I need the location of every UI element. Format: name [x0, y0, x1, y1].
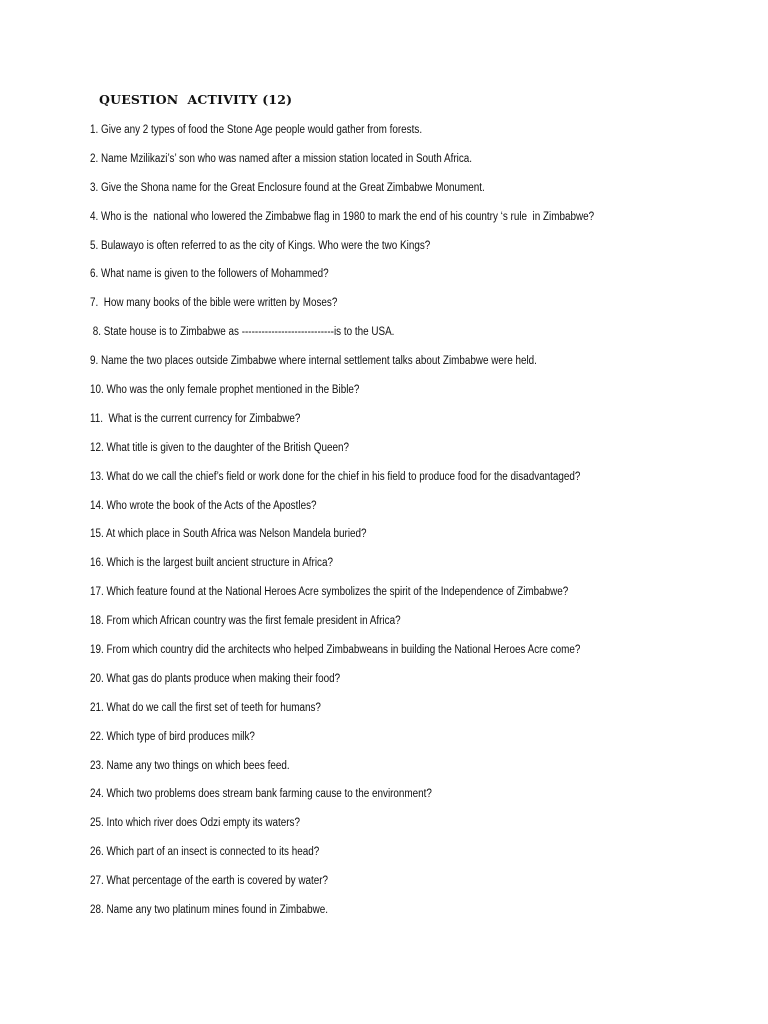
question-item: 7. How many books of the bible were written by Moses?: [90, 297, 338, 310]
question-item: 1. Give any 2 types of food the Stone Age people would gather from forests.: [90, 124, 423, 136]
question-item: 15. At which place in South Africa was Nelson Mandela buried?: [90, 528, 367, 541]
question-item: 17. Which feature found at the National Heroes Acre symbolizes the spirit of the Independence of Zimbabwe?: [90, 586, 569, 599]
question-item: 5. Bulawayo is often referred to as the city of Kings. Who were the two Kings?: [90, 239, 431, 252]
question-item: 3. Give the Shona name for the Great Enclosure found at the Great Zimbabwe Monument.: [90, 181, 485, 194]
question-item: 11. What is the current currency for Zimbabwe?: [90, 412, 301, 425]
question-list: [90, 122, 760, 931]
question-item: 13. What do we call the chief’s field or work done for the chief in his field to produce food for the disadvantaged?: [90, 470, 581, 483]
question-item: 6. What name is given to the followers of Mohammed?: [90, 268, 329, 281]
question-item: 9. Name the two places outside Zimbabwe where internal settlement talks about Zimbabwe were held.: [90, 355, 537, 368]
question-item: 26. Which part of an insect is connected to its head?: [90, 846, 320, 859]
question-item: 18. From which African country was the first female president in Africa?: [90, 615, 401, 628]
question-item: 14. Who wrote the book of the Acts of the Apostles?: [90, 499, 317, 512]
question-item: 16. Which is the largest built ancient structure in Africa?: [90, 557, 333, 570]
question-item: 21. What do we call the first set of teeth for humans?: [90, 701, 321, 714]
question-item: 28. Name any two platinum mines found in Zimbabwe.: [90, 904, 329, 917]
question-item: 10. Who was the only female prophet mentioned in the Bible?: [90, 384, 360, 397]
question-item: 2. Name Mzilikazi’s’ son who was named after a mission station located in South Africa.: [90, 152, 473, 165]
question-item: 4. Who is the national who lowered the Zimbabwe flag in 1980 to mark the end of his country ‘s rule in Zimbabwe?: [90, 210, 595, 223]
page-title: QUESTION ACTIVITY (12): [99, 92, 293, 107]
question-item: 24. Which two problems does stream bank farming cause to the environment?: [90, 788, 432, 801]
question-item: 20. What gas do plants produce when making their food?: [90, 672, 341, 685]
question-item: 27. What percentage of the earth is covered by water?: [90, 875, 329, 888]
question-item: 8. State house is to Zimbabwe as ----------------------------is to the USA.: [90, 326, 395, 339]
question-item: 12. What title is given to the daughter of the British Queen?: [90, 441, 349, 454]
question-item: 19. From which country did the architects who helped Zimbabweans in building the National Heroes Acre come?: [90, 644, 581, 657]
question-item: 25. Into which river does Odzi empty its waters?: [90, 817, 300, 830]
question-item: 22. Which type of bird produces milk?: [90, 730, 255, 743]
question-item: 23. Name any two things on which bees feed.: [90, 759, 290, 772]
